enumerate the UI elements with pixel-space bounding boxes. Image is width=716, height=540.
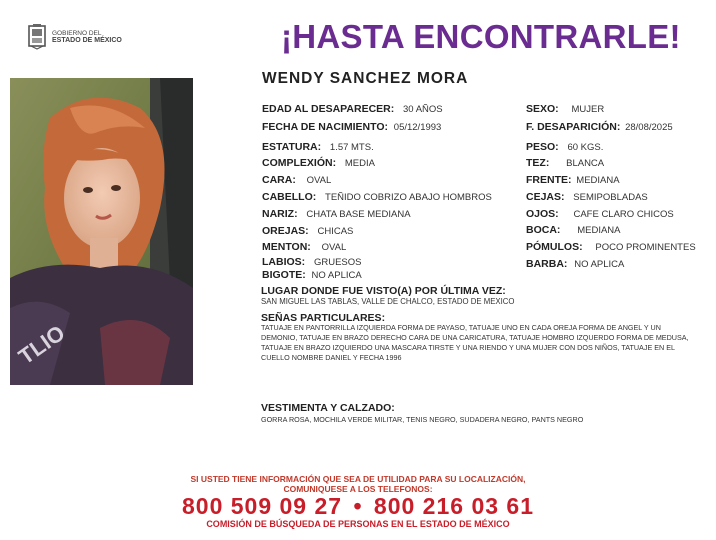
- field-label: CARA:: [262, 174, 296, 186]
- field-label: COMPLEXIÓN:: [262, 157, 337, 169]
- field-label: MENTON:: [262, 241, 311, 253]
- headline: ¡HASTA ENCONTRARLE!: [281, 18, 681, 55]
- field-label: PÓMULOS:: [526, 241, 583, 253]
- field-value: CHICAS: [317, 226, 354, 237]
- field-value: BLANCA: [566, 158, 605, 169]
- footer-info-line-1: SI USTED TIENE INFORMACIÓN QUE SEA DE UTILIDAD PARA SU LOCALIZACIÓN,: [190, 474, 526, 484]
- field-birth-date: [262, 121, 441, 134]
- field-mustache: [262, 269, 362, 282]
- field-hair: [262, 191, 492, 204]
- field-build: [262, 157, 375, 170]
- field-value: OVAL: [306, 175, 332, 186]
- field-value: 60 KGS.: [567, 142, 604, 153]
- field-eyes: [526, 208, 674, 221]
- person-name: WENDY SANCHEZ MORA: [262, 70, 469, 87]
- field-label: LABIOS:: [262, 256, 306, 268]
- field-value: MEDIA: [344, 158, 375, 169]
- field-label: CABELLO:: [262, 191, 317, 203]
- field-label: BIGOTE:: [262, 269, 306, 281]
- person-photo: [10, 78, 193, 385]
- field-beard: [526, 258, 624, 271]
- last-seen-text: SAN MIGUEL LAS TABLAS, VALLE DE CHALCO, ESTADO DE MEXICO: [261, 297, 515, 306]
- field-label: NARIZ:: [262, 208, 298, 220]
- field-complexion: [526, 157, 604, 170]
- field-chin: [262, 241, 346, 254]
- phone-separator: •: [353, 493, 363, 519]
- field-label: SEXO:: [526, 103, 559, 115]
- field-value: GRUESOS: [313, 257, 362, 268]
- field-value: CAFE CLARO CHICOS: [573, 209, 674, 220]
- field-age: [262, 103, 443, 116]
- field-ears: [262, 225, 353, 238]
- field-value: 05/12/1993: [393, 122, 442, 133]
- phone-number-2: 800 216 03 61: [373, 493, 535, 519]
- field-label: BARBA:: [526, 258, 568, 270]
- field-eyebrows: [526, 191, 648, 204]
- field-label: OREJAS:: [262, 225, 309, 237]
- field-value: 28/08/2025: [625, 122, 673, 133]
- field-label: CEJAS:: [526, 191, 565, 203]
- field-face: [262, 174, 331, 187]
- field-value: 1.57 MTS.: [329, 142, 374, 153]
- field-label: BOCA:: [526, 224, 561, 236]
- field-height: [262, 141, 374, 154]
- marks-title: SEÑAS PARTICULARES:: [261, 312, 386, 324]
- field-value: CHATA BASE MEDIANA: [306, 209, 411, 220]
- government-logo: [27, 24, 122, 50]
- clothing-title: VESTIMENTA Y CALZADO:: [261, 402, 395, 414]
- last-seen-title: LUGAR DONDE FUE VISTO(A) POR ÚLTIMA VEZ:: [261, 285, 506, 297]
- field-value: MEDIANA: [576, 175, 620, 186]
- field-forehead: [526, 174, 620, 187]
- field-label: PESO:: [526, 141, 559, 153]
- field-value: POCO PROMINENTES: [595, 242, 696, 253]
- field-value: NO APLICA: [311, 270, 362, 281]
- phone-numbers: [0, 493, 716, 520]
- field-label: ESTATURA:: [262, 141, 322, 153]
- logo-line-2: ESTADO DE MÉXICO: [52, 37, 122, 44]
- field-nose: [262, 208, 411, 221]
- clothing-text: GORRA ROSA, MOCHILA VERDE MILITAR, TENIS NEGRO, SUDADERA NEGRO, PANTS NEGRO: [261, 415, 584, 424]
- field-value: NO APLICA: [574, 259, 625, 270]
- field-value: OVAL: [321, 242, 347, 253]
- marks-text: TATUAJE EN PANTORRILLA IZQUIERDA FORMA DE PAYASO, TATUAJE UNO EN CADA OREJA FORMA DE ANGEL Y UN DEMONIO, TATUAJE EN BRAZO DERECHO CARA DE UNA CARICATURA, TATUAJE HOMBRO IZQUERDO FORMA DE MEDUSA, TATUAJE EN BRAZO IZQUIERDO UNA MASCARA TIRSTE Y UNA RIENDO Y UNA MUJER CON DOS NIÑOS, TATUAJE EN EL CUELLO NOMBRE DANIEL Y FECHA 1996: [261, 323, 689, 362]
- field-label: FECHA DE NACIMIENTO:: [262, 121, 388, 133]
- field-label: FRENTE:: [526, 174, 572, 186]
- field-label: EDAD AL DESAPARECER:: [262, 103, 395, 115]
- field-label: OJOS:: [526, 208, 559, 220]
- field-value: TEÑIDO COBRIZO ABAJO HOMBROS: [325, 192, 492, 203]
- field-mouth: [526, 224, 621, 237]
- logo-line-1: GOBIERNO DEL: [52, 29, 102, 37]
- field-label: TEZ:: [526, 157, 550, 169]
- phone-number-1: 800 509 09 27: [181, 493, 343, 519]
- field-sex: [526, 103, 604, 116]
- field-cheekbones: [526, 241, 696, 254]
- field-lips: [262, 256, 361, 269]
- commission-name: COMISIÓN DE BÚSQUEDA DE PERSONAS EN EL ESTADO DE MÉXICO: [206, 519, 510, 529]
- state-seal-icon: [27, 24, 47, 50]
- field-value: SEMIPOBLADAS: [573, 192, 648, 203]
- field-value: MUJER: [571, 104, 605, 115]
- svg-text:TLIO: TLIO: [13, 320, 70, 370]
- footer-info-line-2: COMUNIQUESE A LOS TELEFONOS:: [283, 484, 433, 494]
- field-disappearance-date: [526, 121, 673, 134]
- field-value: MEDIANA: [577, 225, 621, 236]
- field-value: 30 AÑOS: [403, 104, 443, 115]
- field-label: F. DESAPARICIÓN:: [526, 121, 621, 133]
- field-weight: [526, 141, 603, 154]
